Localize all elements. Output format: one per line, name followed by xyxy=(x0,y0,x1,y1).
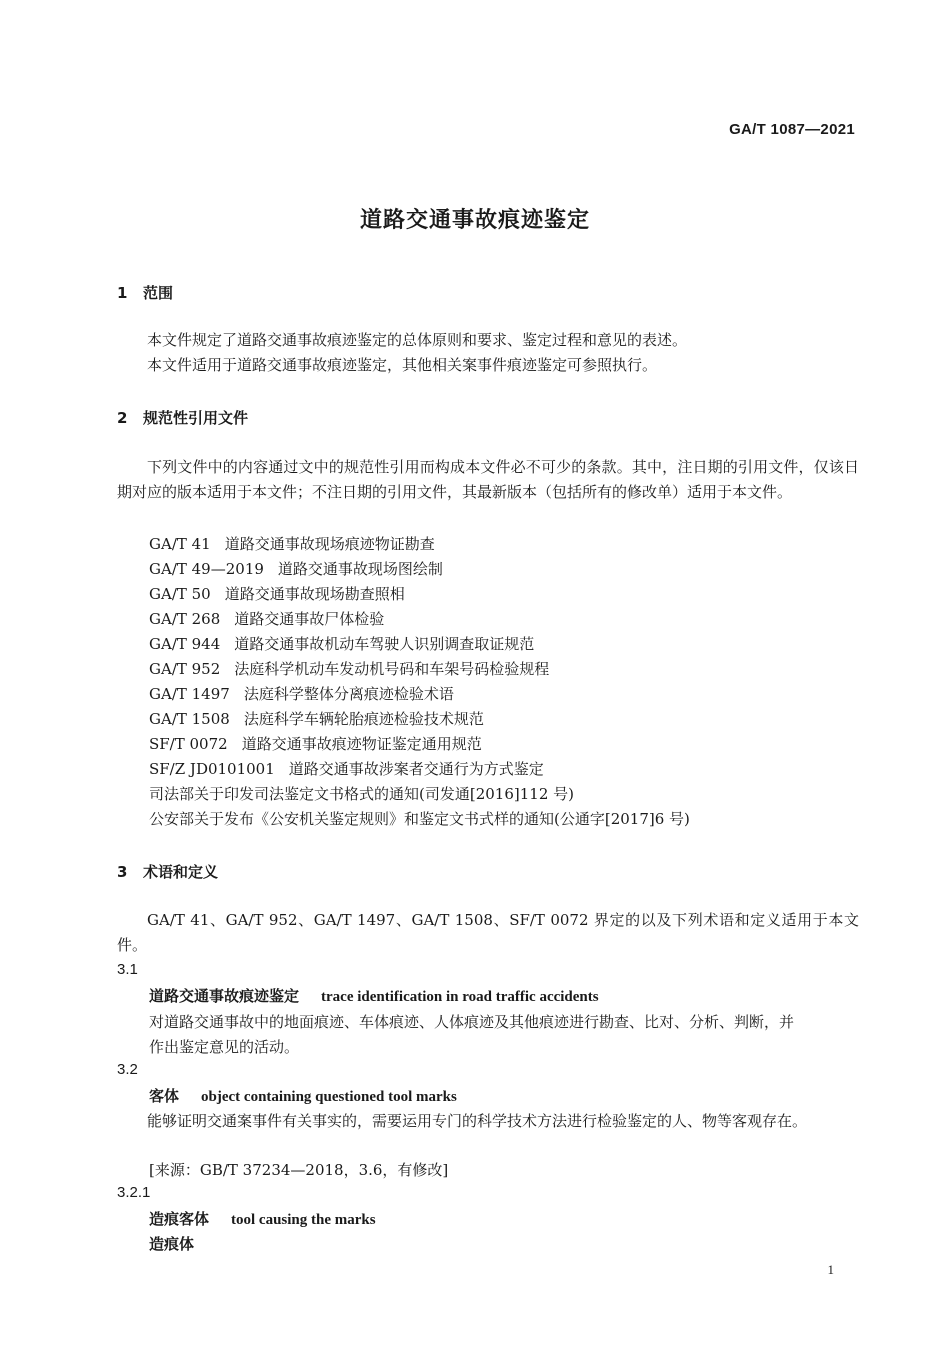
section-number: 1 xyxy=(117,284,128,302)
term-heading xyxy=(149,985,599,1006)
reference-item xyxy=(149,608,384,629)
reference-title: 法庭科学机动车发动机号码和车架号码检验规程 xyxy=(234,660,550,678)
term-zh: 客体 xyxy=(149,1087,180,1105)
scope-paragraph-2: 本文件适用于道路交通事故痕迹鉴定，其他相关案事件痕迹鉴定可参照执行。 xyxy=(147,356,658,374)
document-title: 道路交通事故痕迹鉴定 xyxy=(359,208,590,233)
reference-title: 法庭科学车辆轮胎痕迹检验技术规范 xyxy=(243,710,484,728)
term-definition-line: 对道路交通事故中的地面痕迹、车体痕迹、人体痕迹及其他痕迹进行勘查、比对、分析、判断，并 xyxy=(149,1013,795,1031)
reference-code: GA/T 41 xyxy=(149,535,211,553)
term-heading xyxy=(149,1085,457,1106)
reference-code: GA/T 952 xyxy=(149,660,221,678)
reference-code: GA/T 268 xyxy=(149,610,221,628)
notice-item: 司法部关于印发司法鉴定文书格式的通知(司发通[2016]112 号) xyxy=(149,785,574,803)
reference-code: GA/T 1497 xyxy=(149,685,230,703)
notice-item: 公安部关于发布《公安机关鉴定规则》和鉴定文书式样的通知(公通字[2017]6 号) xyxy=(149,810,690,828)
term-number: 3.1 xyxy=(117,961,138,978)
reference-item xyxy=(149,633,534,654)
reference-item xyxy=(149,558,443,579)
term-definition-line: 作出鉴定意见的活动。 xyxy=(149,1038,300,1056)
section-title: 规范性引用文件 xyxy=(143,409,249,427)
scope-paragraph-1: 本文件规定了道路交通事故痕迹鉴定的总体原则和要求、鉴定过程和意见的表述。 xyxy=(147,331,688,349)
term-definition: 能够证明交通案事件有关事实的，需要运用专门的科学技术方法进行检验鉴定的人、物等客观存在。 xyxy=(147,1112,808,1130)
term-synonym-text: 造痕体 xyxy=(149,1235,195,1253)
term-zh: 造痕客体 xyxy=(149,1210,210,1228)
reference-title: 道路交通事故现场勘查照相 xyxy=(224,585,405,603)
term-synonym xyxy=(149,1233,216,1254)
term-number: 3.2.1 xyxy=(117,1184,151,1201)
reference-item xyxy=(149,733,482,754)
reference-item xyxy=(149,658,549,679)
reference-title: 道路交通事故现场图绘制 xyxy=(277,560,443,578)
term-zh: 道路交通事故痕迹鉴定 xyxy=(149,987,300,1005)
term-en: trace identification in road traffic accidents xyxy=(321,989,599,1005)
section-2-heading xyxy=(117,407,248,428)
reference-code: GA/T 944 xyxy=(149,635,221,653)
page-number: 1 xyxy=(827,1262,834,1277)
section-number: 3 xyxy=(117,863,128,881)
term-en: tool causing the marks xyxy=(231,1212,376,1228)
reference-code: GA/T 1508 xyxy=(149,710,230,728)
reference-title: 道路交通事故涉案者交通行为方式鉴定 xyxy=(288,760,544,778)
section-title: 范围 xyxy=(143,284,174,302)
section-3-heading xyxy=(117,861,218,882)
terms-intro-paragraph: GA/T 41、GA/T 952、GA/T 1497、GA/T 1508、SF/T 0072 界定的以及下列术语和定义适用于本文件。 xyxy=(117,911,859,954)
term-source: [来源：GB/T 37234—2018，3.6，有修改] xyxy=(149,1161,449,1179)
reference-code: GA/T 49—2019 xyxy=(149,560,264,578)
reference-code: SF/Z JD0101001 xyxy=(149,760,275,778)
reference-item xyxy=(149,758,544,779)
reference-item xyxy=(149,583,405,604)
reference-item xyxy=(149,533,435,554)
reference-title: 道路交通事故机动车驾驶人识别调查取证规范 xyxy=(234,635,535,653)
term-en: object containing questioned tool marks xyxy=(201,1089,457,1105)
reference-title: 法庭科学整体分离痕迹检验术语 xyxy=(243,685,454,703)
reference-code: SF/T 0072 xyxy=(149,735,228,753)
reference-item xyxy=(149,683,454,704)
term-heading xyxy=(149,1208,376,1229)
reference-code: GA/T 50 xyxy=(149,585,211,603)
term-number: 3.2 xyxy=(117,1061,138,1078)
standard-code: GA/T 1087—2021 xyxy=(729,121,855,138)
section-number: 2 xyxy=(117,409,128,427)
section-1-heading xyxy=(117,282,173,303)
reference-item xyxy=(149,708,484,729)
reference-title: 道路交通事故尸体检验 xyxy=(234,610,385,628)
reference-title: 道路交通事故痕迹物证鉴定通用规范 xyxy=(241,735,482,753)
section-title: 术语和定义 xyxy=(143,863,219,881)
reference-title: 道路交通事故现场痕迹物证勘查 xyxy=(224,535,435,553)
references-intro-paragraph: 下列文件中的内容通过文中的规范性引用而构成本文件必不可少的条款。其中，注日期的引用文件，仅该日期对应的版本适用于本文件；不注日期的引用文件，其最新版本（包括所有的修改单）适用于本文件。 xyxy=(117,458,859,501)
